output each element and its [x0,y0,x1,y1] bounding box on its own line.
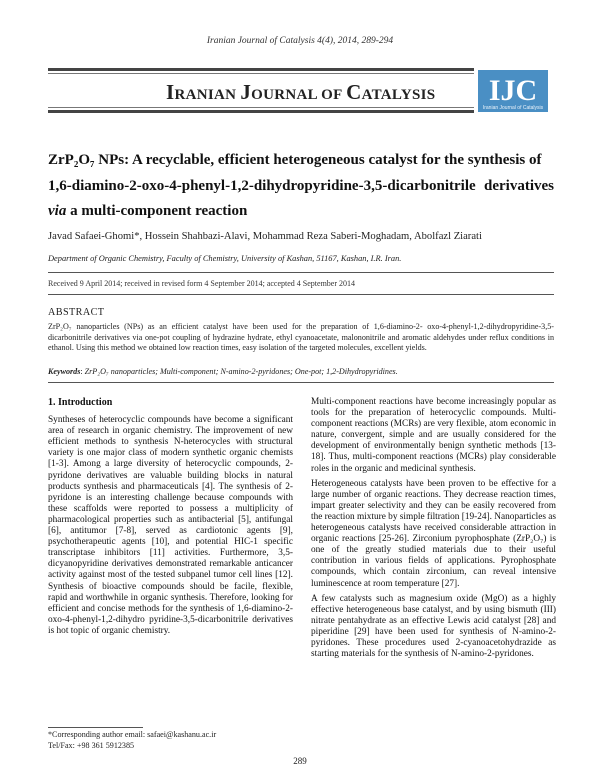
journal-name: IRANIAN JOURNAL OF CATALYSIS [166,80,436,104]
article-title [48,148,554,225]
author-list: Javad Safaei-Ghomi*, Hossein Shahbazi-Alavi, Mohammad Reza Saberi-Moghadam, Abolfazl Ziarati [48,231,482,242]
footnote-email: *Corresponding author email: safaei@kashanu.ac.ir [48,730,217,739]
section-heading: 1. Introduction [48,397,113,408]
divider [48,294,554,295]
affiliation: Department of Organic Chemistry, Faculty of Chemistry, University of Kashan, 51167, Kashan, I.R. Iran. [48,254,402,263]
footnote-divider [48,727,143,728]
footnote [48,730,216,751]
divider [48,272,554,273]
paragraph: Heterogeneous catalysts have been proven to be effective for a large number of organic reactions. They decrease reaction times, impart greater selectivity and they can be easily recovered from the reaction mixture by simple filtration [19-24]. Nanoparticles as heterogeneous catalysts have received considerable attraction in organic reactions [25-26]. Zirconium pyrophosphate (ZrP₂O₇) is one of the greatly studied materials due to their useful contribution in various fields of applications. Pyrophosphate compounds, which contain zirconium, can reveal intensive luminescence at room temperature [27]. [311,478,557,589]
banner-top-rule-thin [48,73,474,74]
journal-banner [48,68,550,112]
right-column [311,397,556,664]
paragraph: A few catalysts such as magnesium oxide (MgO) as a highly effective heterogeneous base catalyst, and by using bismuth (III) nitrate pentahydrate as an effective Lewis acid catalyst [28] and piperidine [29] have been used for synthesis of N-amino-2-pyridones. These procedures used 2-cyanoacetohydrazide as starting materials for the synthesis of N-amino-2-pyridones. [311,593,556,660]
journal-logo [478,70,548,112]
title-line-1: ZrP₂O₇ NPs: A recyclable, efficient heterogeneous catalyst for the synthesis of [48,152,542,168]
banner-bottom-rule-thin [48,107,474,108]
logo-letters: IJC [488,74,538,107]
received-dates: Received 9 April 2014; received in revised form 4 September 2014; accepted 4 September 2014 [48,279,356,288]
logo-caption: Iranian Journal of Catalysis [482,105,544,111]
footnote-phone: Tel/Fax: +98 361 5912385 [48,740,135,750]
abstract-text: ZrP₂O₇ nanoparticles (NPs) as an efficient catalyst have been used for the preparation of 1,6-diamino-2- oxo-4-phenyl-1,2-dihydropyridine-3,5-dicarbonitrile derivatives via one-pot coupling of hydrazine hydrate, ethyl cyanoacetate, malononitrile and aromatic aldehydes under reflux conditions in ethanol. Using this method we obtained low reaction times, easy isolation of the targeted molecules, excellent yields. [48,322,554,352]
title-line-3: via a multi-component reaction [48,203,248,219]
page-number: 289 [293,756,307,766]
banner-bottom-rule [48,110,474,113]
left-column [48,397,293,641]
paragraph: Syntheses of heterocyclic compounds have become a significant area of research in organic chemistry. The improvement of new efficient methods to synthesis N-heterocycles with structural variety is one major class of modern synthetic organic chemists [1-3]. Among a large diversity of heterocyclic compounds, 2-pyridone derivatives are valuable building blocks in natural products synthesis and pharmaceuticals [4]. The synthesis of 2-pyridone is an interesting challenge because compounds with these scaffolds were reported to possess a multiplicity of pharmacological properties such as antibacterial [5], antifungal [6], antitumor [7-8], served as cardiotonic agents [9], psychotherapeutic agents [10], and potential HIC-1 specific transcriptase inhibitors [11] activities. Furthermore, 3,5-dicyanopyridine derivatives demonstrated remarkable anticancer activity against most of the tested subpanel tumor cell lines [12]. Synthesis of bioactive compounds should be facile, flexible, rapid and worthwhile in organic synthesis. Therefore, looking for efficient and concise methods for the synthesis of 1,6-diamino-2-oxo-4-phenyl-1,2-dihydro pyridine-3,5-dicarbonitrile derivatives is hot topic of organic chemistry. [48,415,293,636]
banner-top-rule [48,68,474,71]
running-header: Iranian Journal of Catalysis 4(4), 2014, 289-294 [206,36,394,46]
divider [48,382,554,383]
title-line-2: 1,6-diamino-2-oxo-4-phenyl-1,2-dihydropyridine-3,5-dicarbonitrile derivatives [48,177,554,194]
paragraph: Multi-component reactions have become increasingly popular as tools for the preparation of heterocyclic compounds. Multi-component reactions (MCRs) are very flexible, atom economic in nature, convergent, simple and are usually considered for the development of environmentally benign synthetic methods [13-18]. Thus, multi-component reactions (MCRs) play considerable roles in the organic and medicinal synthesis. [311,397,556,474]
keywords: Keywords: ZrP₂O₇ nanoparticles; Multi-component; N-amino-2-pyridones; One-pot; 1,2-Dihydropyridines. [48,367,398,376]
abstract-heading: ABSTRACT [48,307,105,318]
